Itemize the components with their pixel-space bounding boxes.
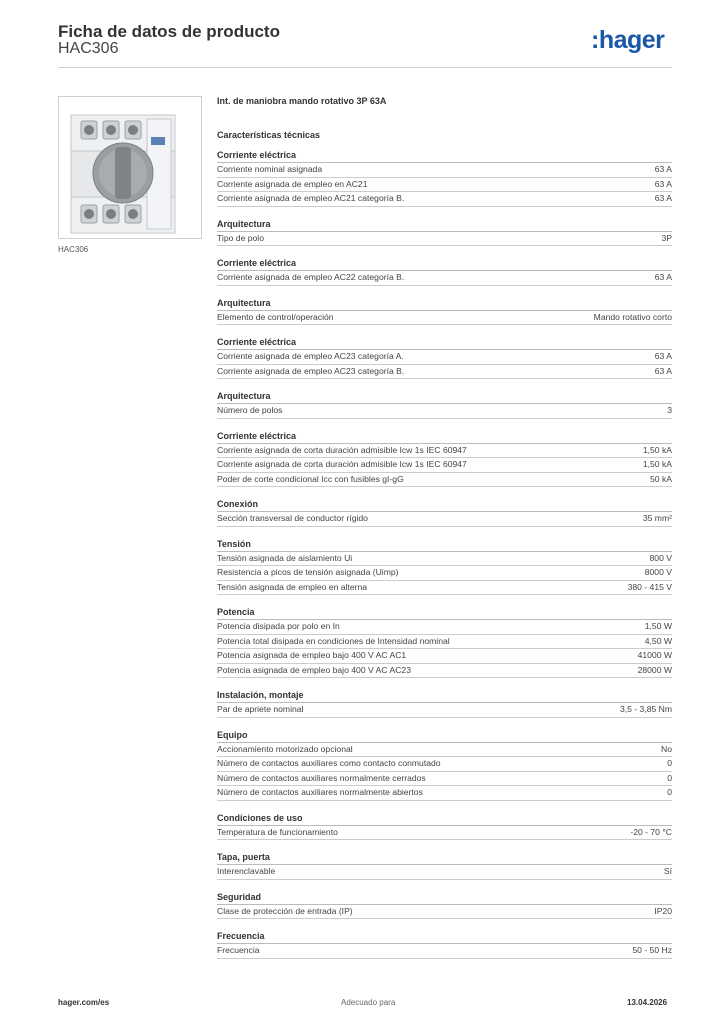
- spec-row: [217, 163, 672, 178]
- section-title: Potencia: [217, 606, 672, 620]
- spec-row: [217, 444, 672, 459]
- spec-value: 63 A: [654, 164, 672, 174]
- spec-label: Elemento de control/operación: [217, 311, 334, 322]
- logo-text: hager: [598, 26, 665, 54]
- spec-label: Corriente asignada de empleo AC22 categoría B.: [217, 272, 405, 282]
- spec-row: [217, 566, 672, 581]
- section-title: Seguridad: [217, 891, 672, 905]
- spec-value: 50 kA: [650, 473, 672, 484]
- rotary-switch-icon: [59, 97, 201, 238]
- spec-label: Corriente asignada de empleo AC21 categoría B.: [217, 193, 405, 203]
- image-caption: HAC306: [58, 245, 89, 254]
- spec-label: Clase de protección de entrada (IP): [217, 905, 353, 916]
- spec-value: 0: [667, 758, 672, 768]
- spec-value: 63 A: [654, 178, 672, 189]
- spec-row: [217, 743, 672, 758]
- spec-label: Potencia total disipada en condiciones de Intensidad nominal: [217, 635, 450, 646]
- spec-row: [217, 620, 672, 635]
- spec-label: Corriente asignada de empleo en AC21: [217, 178, 368, 189]
- spec-row: [217, 649, 672, 664]
- spec-section: [217, 390, 672, 419]
- spec-value: 28000 W: [637, 664, 672, 675]
- page-title: Ficha de datos de producto: [58, 22, 280, 41]
- spec-row: [217, 664, 672, 679]
- spec-label: Número de contactos auxiliares como contacto conmutado: [217, 758, 441, 768]
- spec-label: Potencia disipada por polo en In: [217, 621, 340, 631]
- spec-row: [217, 786, 672, 801]
- section-title: Frecuencia: [217, 930, 672, 944]
- hager-logo: [591, 26, 664, 55]
- spec-value: 800 V: [649, 552, 672, 563]
- spec-label: Corriente asignada de corta duración admisible Icw 1s IEC 60947: [217, 459, 467, 469]
- section-title: Arquitectura: [217, 297, 672, 311]
- spec-value: No: [661, 743, 672, 754]
- spec-value: Mando rotativo corto: [593, 311, 672, 322]
- spec-row: [217, 404, 672, 419]
- spec-label: Potencia asignada de empleo bajo 400 V AC AC1: [217, 650, 407, 660]
- product-description: Int. de maniobra mando rotativo 3P 63A: [217, 96, 387, 106]
- spec-label: Tipo de polo: [217, 232, 264, 243]
- spec-value: 1,50 kA: [642, 444, 672, 455]
- spec-section: [217, 812, 672, 841]
- spec-row: [217, 944, 672, 959]
- spec-value: 1,50 kA: [642, 459, 672, 469]
- spec-row: [217, 350, 672, 365]
- spec-row: [217, 581, 672, 596]
- spec-value: 0: [667, 772, 672, 783]
- spec-value: 3: [667, 405, 672, 415]
- spec-row: [217, 865, 672, 880]
- section-title: Equipo: [217, 729, 672, 743]
- spec-row: [217, 757, 672, 772]
- spec-label: Par de apriete nominal: [217, 704, 304, 714]
- spec-table: [217, 149, 672, 970]
- spec-row: [217, 905, 672, 920]
- spec-value: 380 - 415 V: [627, 581, 672, 592]
- spec-row: [217, 826, 672, 841]
- spec-label: Corriente asignada de corta duración admisible Icw 1s IEC 60947: [217, 444, 467, 455]
- spec-value: 63 A: [654, 193, 672, 203]
- section-title: Conexión: [217, 498, 672, 512]
- section-title: Arquitectura: [217, 390, 672, 404]
- spec-label: Corriente asignada de empleo AC23 categoría B.: [217, 365, 405, 376]
- spec-label: Número de polos: [217, 405, 283, 415]
- spec-label: Tensión asignada de aislamiento Ui: [217, 552, 353, 563]
- section-title: Tensión: [217, 538, 672, 552]
- spec-row: [217, 512, 672, 527]
- spec-section: [217, 336, 672, 379]
- section-title: Corriente eléctrica: [217, 430, 672, 444]
- section-title: Corriente eléctrica: [217, 149, 672, 163]
- spec-label: Temperatura de funcionamiento: [217, 826, 338, 837]
- spec-section: [217, 498, 672, 527]
- spec-label: Accionamiento motorizado opcional: [217, 743, 353, 754]
- spec-row: [217, 473, 672, 488]
- spec-value: 8000 V: [644, 567, 672, 577]
- spec-row: [217, 458, 672, 473]
- footer-date: 13.04.2026: [627, 998, 668, 1007]
- footer-website: hager.com/es: [58, 998, 110, 1007]
- spec-section: [217, 538, 672, 596]
- spec-value: 35 mm²: [642, 513, 672, 523]
- spec-label: Interenclavable: [217, 866, 276, 876]
- section-title: Condiciones de uso: [217, 812, 672, 826]
- spec-value: Sí: [663, 866, 672, 876]
- spec-row: [217, 552, 672, 567]
- spec-section: [217, 891, 672, 920]
- spec-value: 41000 W: [637, 650, 672, 660]
- spec-value: 63 A: [654, 272, 672, 282]
- spec-row: [217, 635, 672, 650]
- product-image: [58, 96, 202, 239]
- spec-value: IP20: [654, 905, 672, 916]
- spec-row: [217, 365, 672, 380]
- spec-label: Corriente nominal asignada: [217, 164, 323, 174]
- spec-row: [217, 271, 672, 286]
- spec-row: [217, 311, 672, 326]
- section-title: Arquitectura: [217, 218, 672, 232]
- spec-section: [217, 257, 672, 286]
- spec-value: 50 - 50 Hz: [632, 945, 672, 955]
- spec-section: [217, 851, 672, 880]
- technical-characteristics-title: Características técnicas: [217, 130, 321, 140]
- spec-value: 3P: [661, 232, 672, 243]
- spec-row: [217, 232, 672, 247]
- spec-row: [217, 178, 672, 193]
- logo-colon-icon: :: [591, 26, 599, 54]
- spec-row: [217, 772, 672, 787]
- spec-row: [217, 703, 672, 718]
- spec-section: [217, 149, 672, 207]
- product-code: HAC306: [58, 40, 119, 57]
- header-divider: [58, 67, 672, 68]
- spec-value: 3,5 - 3,85 Nm: [619, 704, 672, 714]
- spec-section: [217, 689, 672, 718]
- spec-section: [217, 729, 672, 801]
- spec-value: 0: [667, 787, 672, 797]
- spec-value: 1,50 W: [644, 621, 672, 631]
- spec-section: [217, 218, 672, 247]
- spec-section: [217, 430, 672, 488]
- spec-label: Corriente asignada de empleo AC23 categoría A.: [217, 351, 404, 361]
- spec-value: 63 A: [654, 351, 672, 361]
- spec-section: [217, 930, 672, 959]
- section-title: Tapa, puerta: [217, 851, 672, 865]
- spec-label: Sección transversal de conductor rígido: [217, 513, 368, 523]
- spec-section: [217, 297, 672, 326]
- spec-label: Tensión asignada de empleo en alterna: [217, 581, 368, 592]
- spec-value: -20 - 70 °C: [630, 826, 672, 837]
- spec-label: Potencia asignada de empleo bajo 400 V AC AC23: [217, 664, 411, 675]
- spec-section: [217, 606, 672, 678]
- section-title: Corriente eléctrica: [217, 257, 672, 271]
- spec-label: Resistencia a picos de tensión asignada (Uimp): [217, 567, 399, 577]
- spec-label: Poder de corte condicional Icc con fusibles gI-gG: [217, 473, 404, 484]
- spec-row: [217, 192, 672, 207]
- footer-middle-text: Adecuado para: [341, 998, 396, 1007]
- spec-label: Número de contactos auxiliares normalmente abiertos: [217, 787, 423, 797]
- spec-label: Número de contactos auxiliares normalmente cerrados: [217, 772, 426, 783]
- spec-value: 63 A: [654, 365, 672, 376]
- section-title: Corriente eléctrica: [217, 336, 672, 350]
- spec-value: 4,50 W: [644, 635, 672, 646]
- section-title: Instalación, montaje: [217, 689, 672, 703]
- spec-label: Frecuencia: [217, 945, 260, 955]
